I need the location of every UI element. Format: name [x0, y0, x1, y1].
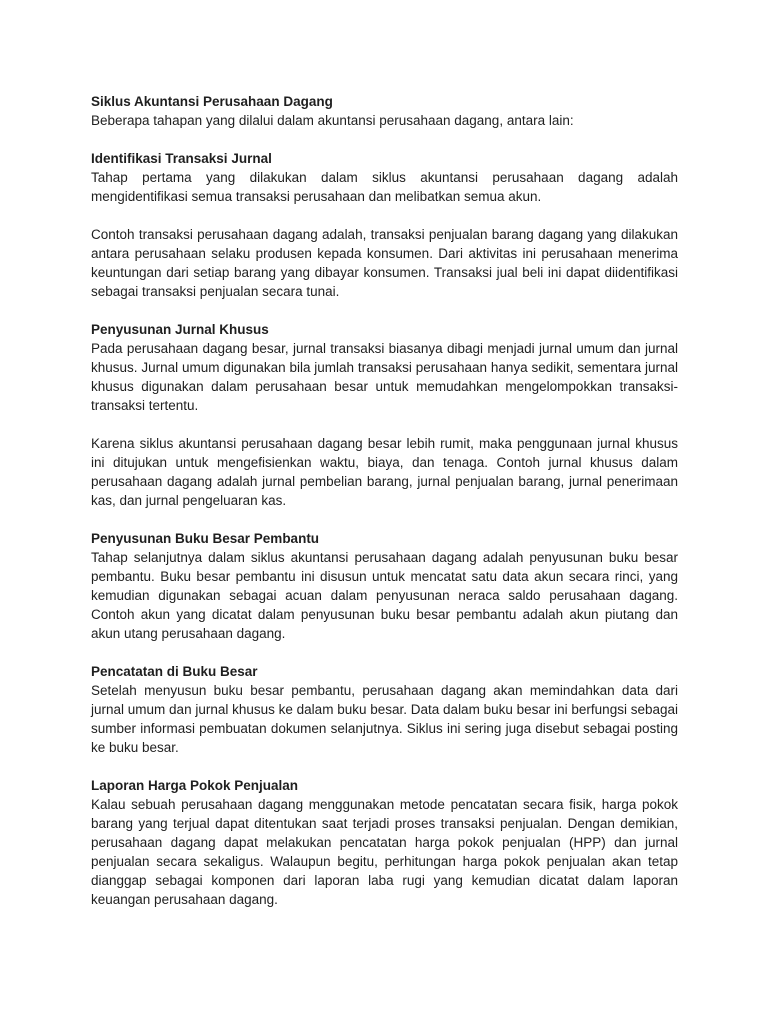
section-buku-besar [91, 662, 678, 757]
section-hpp [91, 776, 678, 909]
section-buku-besar-pembantu [91, 529, 678, 643]
section-paragraph: Setelah menyusun buku besar pembantu, perusahaan dagang akan memindahkan data dari jurnal umum dan jurnal khusus ke dalam buku besar. Data dalam buku besar ini berfungsi sebagai sumber informasi pembuatan dokumen selanjutnya. Siklus ini sering juga disebut sebagai posting ke buku besar. [91, 683, 678, 755]
section-heading: Identifikasi Transaksi Jurnal [91, 151, 272, 166]
section-paragraph: Karena siklus akuntansi perusahaan dagang besar lebih rumit, maka penggunaan jurnal khusus ini ditujukan untuk mengefisienkan waktu, biaya, dan tenaga. Contoh jurnal khusus dalam perusahaan dagang adalah jurnal pembelian barang, jurnal penjualan barang, jurnal penerimaan kas, dan jurnal pengeluaran kas. [91, 436, 678, 508]
section-paragraph: Tahap selanjutnya dalam siklus akuntansi perusahaan dagang adalah penyusunan buku besar pembantu. Buku besar pembantu ini disusun untuk mencatat satu data akun secara rinci, yang kemudian digunakan sebagai acuan dalam penyusunan neraca saldo perusahaan dagang. Contoh akun yang dicatat dalam penyusunan buku besar pembantu adalah akun piutang dan akun utang perusahaan dagang. [91, 550, 678, 641]
section-heading: Laporan Harga Pokok Penjualan [91, 778, 299, 793]
document-title: Siklus Akuntansi Perusahaan Dagang [91, 94, 333, 109]
document-page [91, 92, 678, 928]
section-heading: Penyusunan Jurnal Khusus [91, 322, 269, 337]
document-intro: Beberapa tahapan yang dilalui dalam akuntansi perusahaan dagang, antara lain: [91, 113, 574, 128]
section-paragraph: Kalau sebuah perusahaan dagang menggunakan metode pencatatan secara fisik, harga pokok barang yang terjual dapat ditentukan saat terjadi proses transaksi penjualan. Dengan demikian, perusahaan dagang dapat melakukan pencatatan harga pokok penjualan (HPP) dan jurnal penjualan secara sekaligus. Walaupun begitu, perhitungan harga pokok penjualan akan tetap dianggap sebagai komponen dari laporan laba rugi yang kemudian dicatat dalam laporan keuangan perusahaan dagang. [91, 797, 678, 907]
section-jurnal-khusus [91, 320, 678, 510]
section-heading: Penyusunan Buku Besar Pembantu [91, 531, 320, 546]
section-paragraph: Pada perusahaan dagang besar, jurnal transaksi biasanya dibagi menjadi jurnal umum dan jurnal khusus. Jurnal umum digunakan bila jumlah transaksi perusahaan hanya sedikit, sementara jurnal khusus digunakan dalam perusahaan besar untuk memudahkan mengelompokkan transaksi-transaksi tertentu. [91, 341, 678, 413]
section-paragraph: Tahap pertama yang dilakukan dalam siklus akuntansi perusahaan dagang adalah mengidentifikasi semua transaksi perusahaan dan melibatkan semua akun. [91, 170, 678, 204]
section-heading: Pencatatan di Buku Besar [91, 664, 258, 679]
section-identifikasi [91, 149, 678, 301]
section-paragraph: Contoh transaksi perusahaan dagang adalah, transaksi penjualan barang dagang yang dilakukan antara perusahaan selaku produsen kepada konsumen. Dari aktivitas ini perusahaan menerima keuntungan dari setiap barang yang dibayar konsumen. Transaksi jual beli ini dapat diidentifikasi sebagai transaksi penjualan secara tunai. [91, 227, 678, 299]
